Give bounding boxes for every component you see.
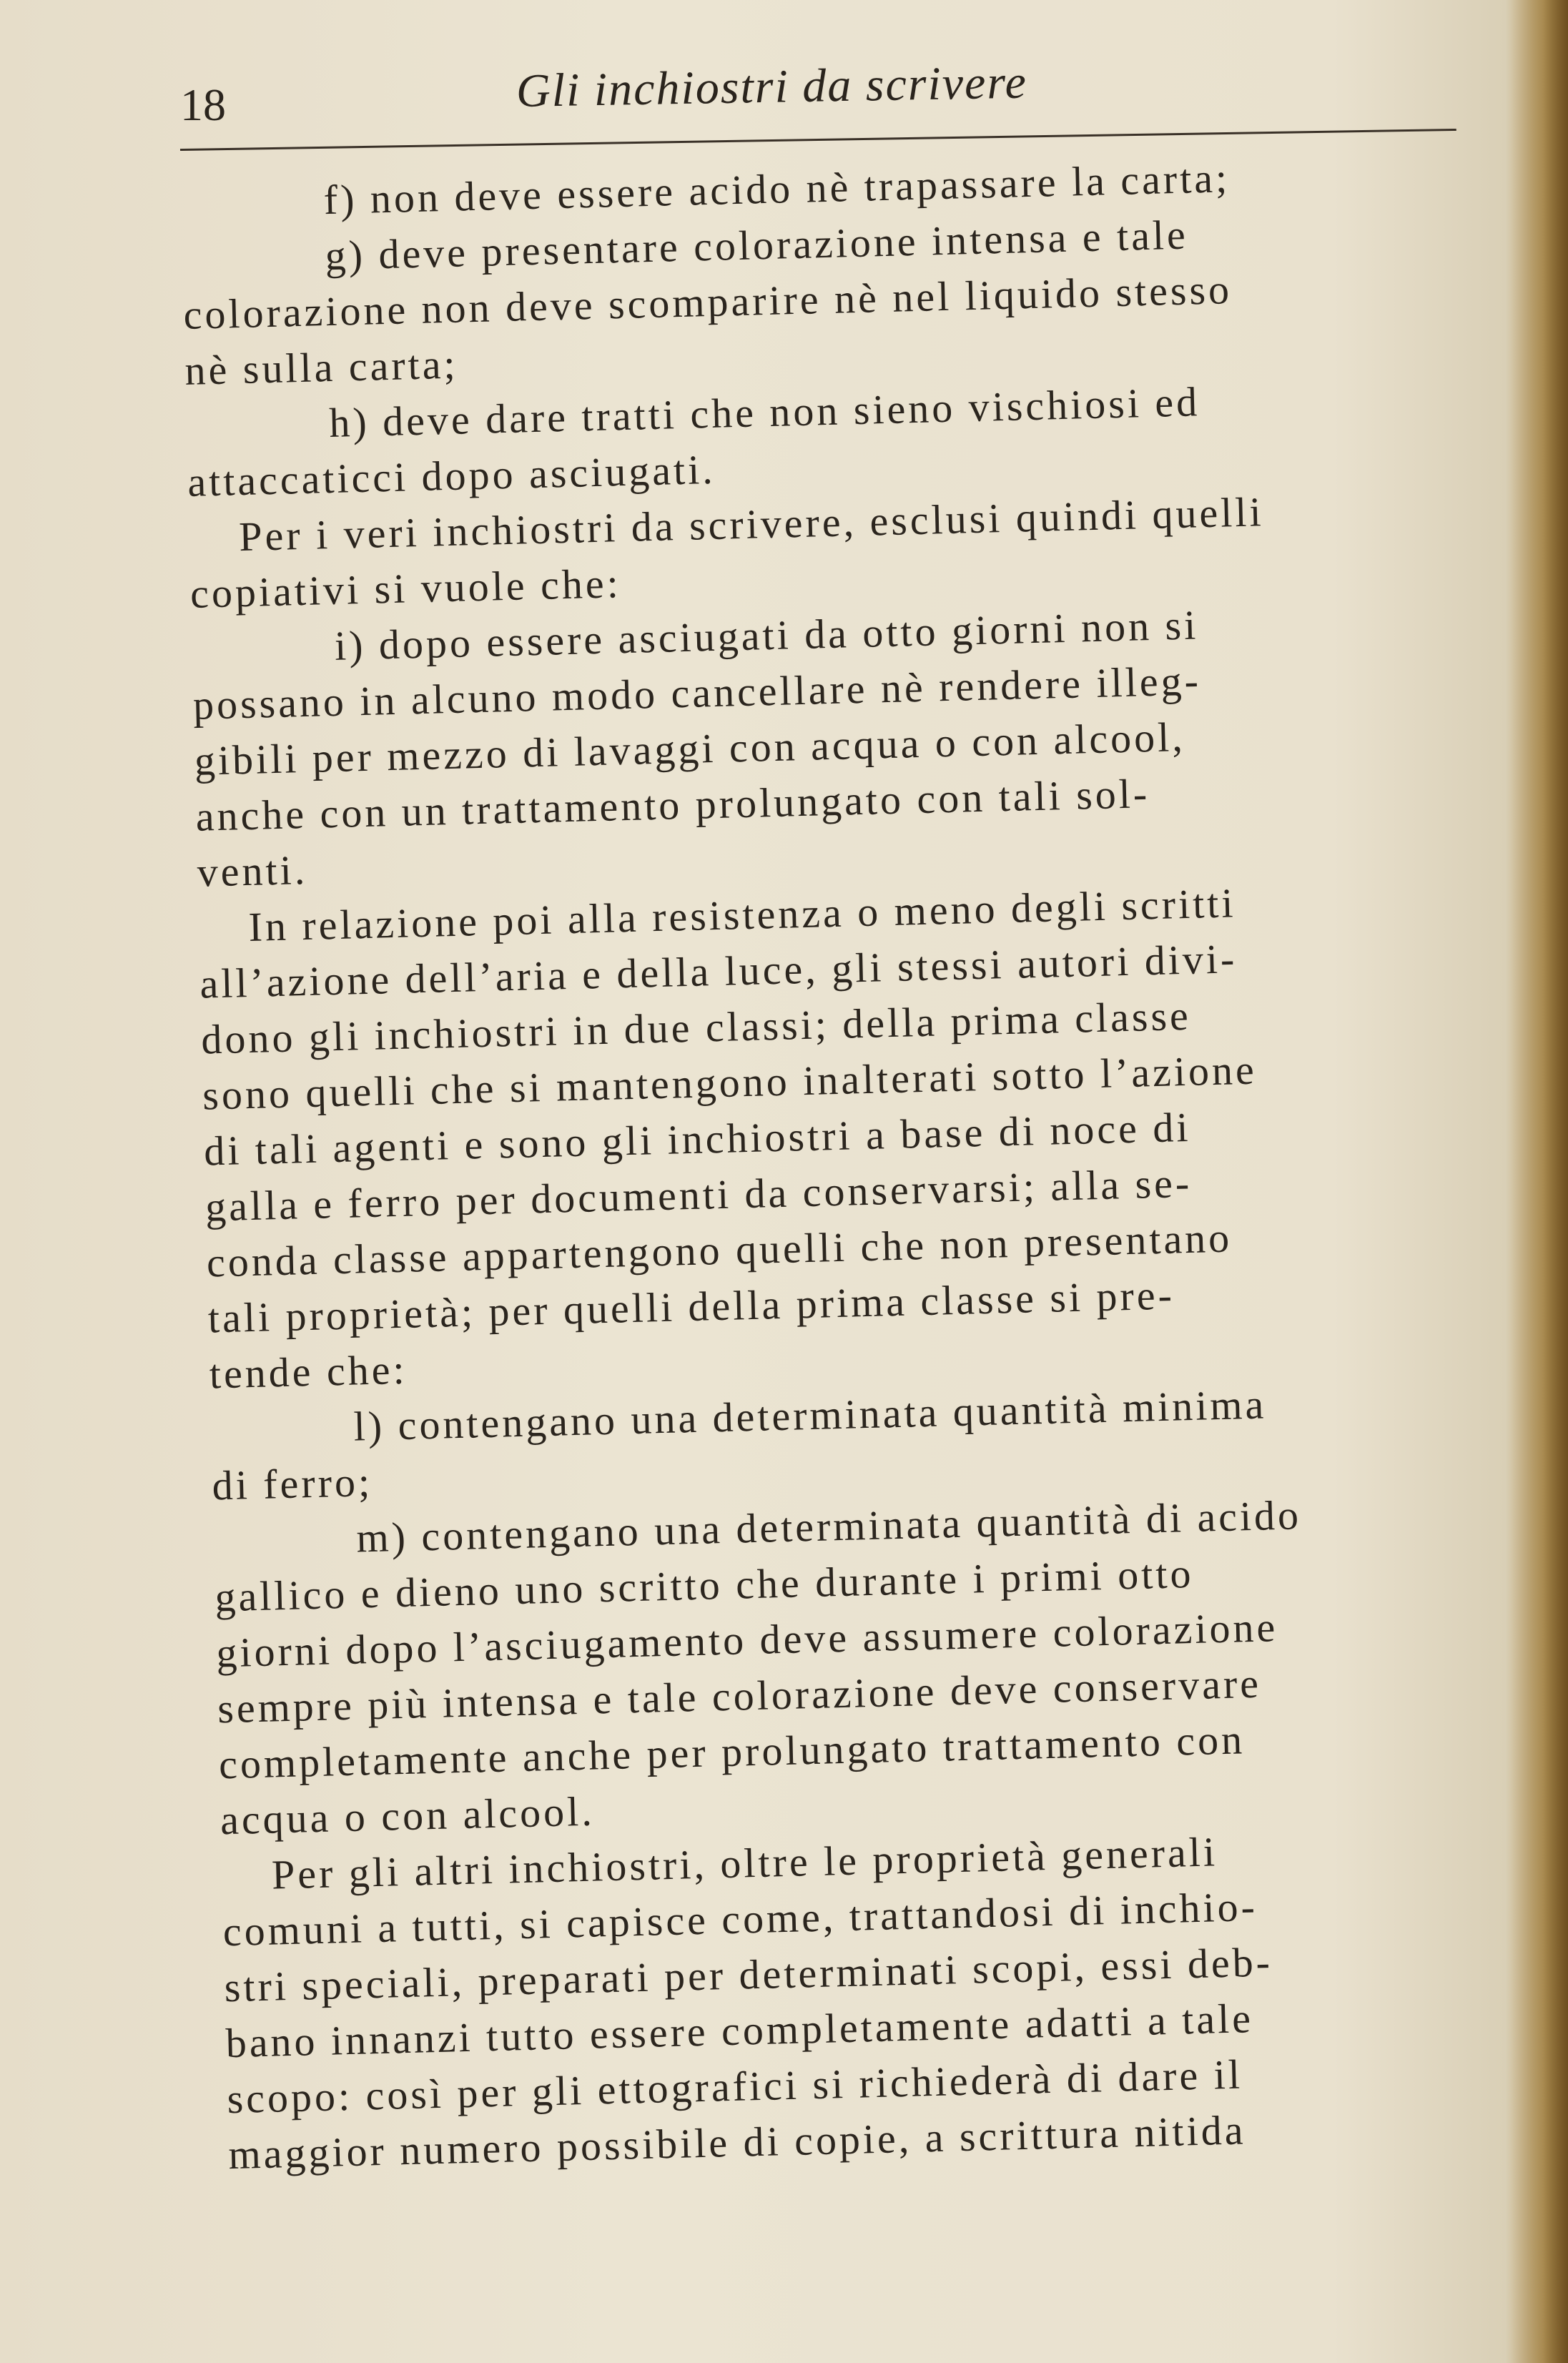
text-line: nè sulla carta;: [184, 340, 459, 394]
text-line: m) contengano una determinata quantità di acido: [355, 1491, 1302, 1562]
text-line: l) contengano una determinata quantità minima: [352, 1381, 1267, 1450]
text-line: tali proprietà; per quelli della prima classe si pre-: [207, 1271, 1175, 1342]
text-line: In relazione poi alla resistenza o meno degli scritti: [247, 879, 1237, 950]
text-line: comuni a tutti, si capisce come, trattandosi di inchio-: [222, 1883, 1258, 1955]
text-line: scopo: così per gli ettografici si richiederà di dare il: [226, 2051, 1243, 2123]
text-line: acqua o con alcool.: [220, 1787, 596, 1844]
text-line: tende che:: [209, 1346, 408, 1398]
text-line: giorni dopo l’asciugamento deve assumere colorazione: [215, 1604, 1278, 1677]
text-line: galla e ferro per documenti da conservarsi; alla se-: [204, 1159, 1193, 1230]
text-line: attaccaticci dopo asciugati.: [187, 445, 716, 505]
text-line: gallico e dieno uno scritto che durante i primi otto: [214, 1549, 1195, 1621]
text-line: conda classe appartengono quelli che non presentano: [206, 1214, 1233, 1286]
text-line: di tali agenti e sono gli inchiostri a base di noce di: [203, 1103, 1192, 1175]
text-line: Per gli altri inchiostri, oltre le proprietà generali: [271, 1828, 1218, 1898]
text-line: bano innanzi tutto essere completamente adatti a tale: [225, 1995, 1254, 2067]
text-line: i) dopo essere asciugati da otto giorni non si: [334, 601, 1199, 669]
text-line: possano in alcuno modo cancellare nè rendere illeg-: [192, 657, 1202, 729]
text-line: dono gli inchiostri in due classi; della prima classe: [200, 992, 1192, 1063]
text-line: sono quelli che si mantengono inalterati sotto l’azione: [202, 1046, 1258, 1119]
text-line: di ferro;: [211, 1458, 373, 1509]
header-rule: [180, 129, 1456, 151]
text-line: f) non deve essere acido nè trapassare la carta;: [322, 154, 1231, 224]
text-line: completamente anche per prolungato trattamento con: [218, 1716, 1246, 1788]
text-line: g) deve presentare colorazione intensa e tale: [324, 211, 1189, 280]
text-line: maggior numero possibile di copie, a scrittura nitida: [227, 2106, 1247, 2179]
page-header: [180, 57, 1456, 150]
running-title: Gli inchiostri da scrivere: [516, 56, 1028, 117]
text-line: anche con un trattamento prolungato con tali sol-: [195, 770, 1150, 840]
text-line: venti.: [196, 846, 308, 896]
text-line: sempre più intensa e tale colorazione deve conservare: [217, 1659, 1262, 1732]
text-line: h) deve dare tratti che non sieno vischiosi ed: [328, 378, 1200, 447]
page-number: 18: [180, 79, 226, 130]
text-line: stri speciali, preparati per determinati scopi, essi deb-: [224, 1938, 1273, 2011]
text-line: Per i veri inchiostri da scrivere, esclusi quindi quelli: [238, 488, 1265, 561]
text-line: copiativi si vuole che:: [189, 560, 622, 617]
text-line: gibili per mezzo di lavaggi con acqua o con alcool,: [194, 713, 1186, 784]
text-line: colorazione non deve scomparire nè nel liquido stesso: [182, 266, 1233, 338]
text-line: all’azione dell’aria e della luce, gli stessi autori divi-: [199, 935, 1238, 1007]
body-text: [180, 147, 1466, 2179]
page-spine-shadow: [1511, 0, 1568, 2363]
